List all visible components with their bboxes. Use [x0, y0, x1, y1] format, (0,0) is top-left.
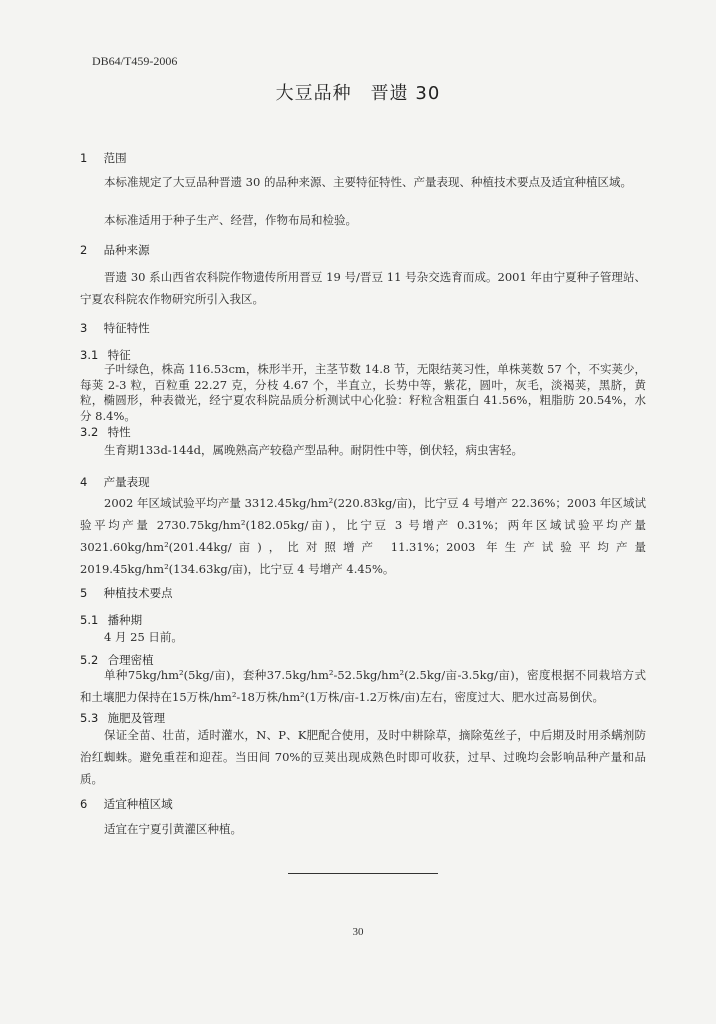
- paragraph-fertilization: 保证全苗、壮苗，适时灌水，N、P、K肥配合使用，及时中耕除草，摘除菟丝子，中后期及时用杀螨剂防治红蜘蛛。避免重茬和迎茬。当田间 70%的豆荚出现成熟色时即可收获，过早、过晚均会影响品种产量和品质。: [80, 728, 646, 786]
- section-title: 特征特性: [103, 321, 150, 335]
- section-number: 3: [80, 321, 88, 335]
- section-number: 1: [80, 151, 88, 165]
- section-title: 适宜种植区域: [103, 797, 173, 811]
- section-number: 4: [80, 475, 88, 489]
- paragraph-density: 单种75kg/hm²(5kg/亩)，套种37.5kg/hm²-52.5kg/hm²(2.5kg/亩-3.5kg/亩)，密度根据不同栽培方式和土壤肥力保持在15万株/hm²-18万株/hm²(1万株/亩-1.2万株/亩)左右，密度过大、肥水过高易倒伏。: [80, 668, 646, 704]
- section-number: 6: [80, 797, 88, 811]
- subsection-heading-traits: [80, 424, 131, 440]
- section-number: 5: [80, 586, 88, 600]
- page-title: 大豆品种 晋遗 30: [275, 83, 441, 104]
- subsection-heading-features: [80, 347, 131, 363]
- paragraph-traits: 生育期133d-144d，属晚熟高产较稳产型品种。耐阴性中等，倒伏轻，病虫害轻。: [104, 443, 524, 457]
- section-heading-yield: [80, 474, 150, 490]
- subsection-number: 3.1: [80, 348, 99, 362]
- section-title: 产量表现: [103, 475, 150, 489]
- subsection-title: 播种期: [107, 613, 143, 627]
- paragraph-sowing: 4 月 25 日前。: [104, 630, 183, 644]
- section-heading-characteristics: [80, 320, 150, 336]
- section-heading-techniques: [80, 585, 173, 601]
- subsection-number: 5.1: [80, 613, 99, 627]
- paragraph-region: 适宜在宁夏引黄灌区种植。: [104, 822, 242, 836]
- subsection-title: 施肥及管理: [107, 711, 166, 725]
- paragraph-origin: 晋遗 30 系山西省农科院作物遗传所用晋豆 19 号/晋豆 11 号杂交选育而成。2001 年由宁夏种子管理站、宁夏农科院农作物研究所引入我区。: [80, 270, 646, 306]
- subsection-title: 合理密植: [107, 653, 154, 667]
- paragraph-features-text: 子叶绿色，株高 116.53cm，株形半开，主茎节数 14.8 节，无限结荚习性，单株荚数 57 个，不实荚少，每荚 2-3 粒，百粒重 22.27 克，分枝 4.67 个，半直立，长势中等，紫花，圆叶，灰毛，淡褐荚，黑脐，黄粒，椭圆形，种表微光，经宁夏农科院品质分析测试中心化验：籽粒含粗蛋白 41.56%，粗脂肪 20.54%，水分 8.4%。: [80, 362, 646, 423]
- subsection-title: 特征: [107, 348, 131, 362]
- section-heading-scope: [80, 150, 127, 166]
- paragraph-yield: 2002 年区域试验平均产量 3312.45kg/hm²(220.83kg/亩)，比宁豆 4 号增产 22.36%；2003 年区域试验平均产量 2730.75kg/hm²(182.05kg/亩)，比宁豆 3 号增产 0.31%；两年区域试验平均产量 3021.60kg/hm²(201.44kg/亩)，比对照增产 11.31%；2003 年生产试验平均产量 2019.45kg/hm²(134.63kg/亩)，比宁豆 4 号增产 4.45%。: [80, 496, 646, 576]
- section-title: 种植技术要点: [103, 586, 173, 600]
- subsection-number: 3.2: [80, 425, 99, 439]
- subsection-number: 5.2: [80, 653, 99, 667]
- section-heading-origin: [80, 242, 150, 258]
- section-heading-region: [80, 796, 173, 812]
- document-code: DB64/T459-2006: [92, 54, 178, 68]
- paragraph-scope-2: 本标准适用于种子生产、经营，作物布局和检验。: [104, 213, 357, 227]
- subsection-title: 特性: [107, 425, 131, 439]
- section-number: 2: [80, 243, 88, 257]
- section-title: 范围: [103, 151, 127, 165]
- paragraph-features: [80, 362, 646, 424]
- end-divider: [288, 873, 438, 874]
- subsection-number: 5.3: [80, 711, 99, 725]
- paragraph-scope-1: 本标准规定了大豆品种晋遗 30 的品种来源、主要特征特性、产量表现、种植技术要点及适宜种植区域。: [104, 175, 632, 189]
- section-title: 品种来源: [103, 243, 150, 257]
- page-number: 30: [352, 926, 364, 938]
